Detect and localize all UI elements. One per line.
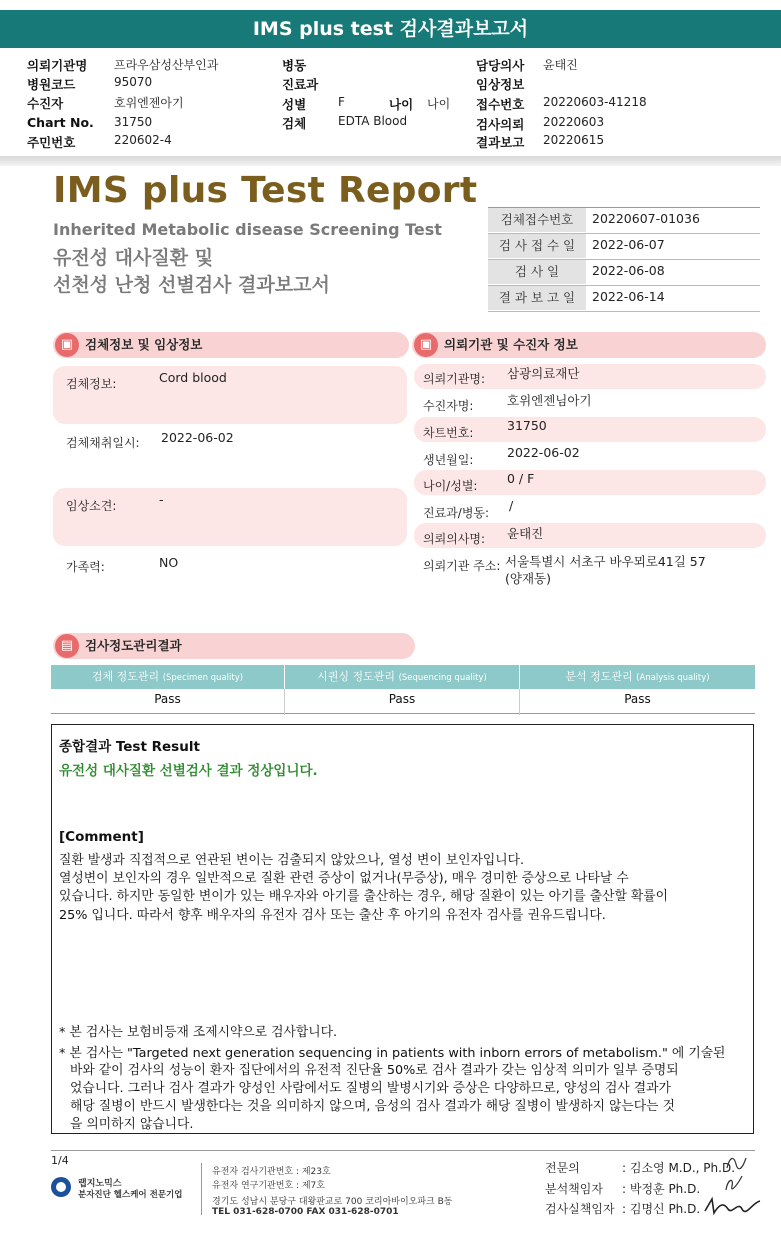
note-line: 바와 같이 검사의 성능이 환자 집단에서의 유전적 진단율 50%로 검사 결과가 갖는 임상적 의미가 일부 증명되	[70, 1063, 679, 1078]
note-line: 해당 질병이 반드시 발생한다는 것을 의미하지 않으며, 음성의 검사 결과가 해당 질병이 발생하지 않는다는 것	[70, 1099, 675, 1114]
clipboard-icon: ▤	[55, 634, 79, 658]
hospital-code-value: 95070	[114, 75, 153, 89]
report-info-table	[488, 207, 760, 312]
collect-date-value: 2022-06-02	[161, 430, 234, 445]
report-title-ko-2: 선천성 난청 선별검사 결과보고서	[53, 274, 330, 296]
company-logo-icon-inner	[56, 1182, 66, 1192]
doctor-label: 담당의사	[476, 58, 525, 73]
company-phone: TEL 031-628-0700 FAX 031-628-0701	[212, 1207, 399, 1217]
qc-divider	[284, 689, 285, 715]
age-label: 나이	[389, 97, 414, 112]
lock-icon: ▣	[414, 333, 438, 357]
report-subtitle-en: Inherited Metabolic disease Screening Test	[53, 220, 442, 239]
patient-row-value: 호위엔젠님아기	[507, 393, 592, 408]
signer-name: : 김소영 M.D., Ph.D.	[622, 1161, 736, 1175]
chart-no-value: 31750	[114, 115, 153, 129]
sex-value: F	[338, 95, 345, 109]
signer-role: 전문의	[545, 1161, 580, 1175]
qc-value-sequencing: Pass	[285, 689, 519, 714]
patient-row-label: 생년월일:	[423, 453, 474, 467]
footer-vertical-divider	[201, 1163, 202, 1215]
address-line-1: 서울특별시 서초구 바우뫼로41길 57	[505, 554, 706, 569]
family-history-value: NO	[159, 555, 179, 570]
hospital-label: 의뢰기관명	[27, 58, 88, 73]
department-label: 진료과	[282, 77, 319, 92]
info-label: 검 사 일	[488, 260, 586, 284]
resident-no-value: 220602-4	[114, 133, 172, 147]
registration-2: 유전자 연구기관번호 : 제7호	[212, 1181, 325, 1191]
company-address: 경기도 성남시 분당구 대왕판교로 700 코리아바이오파크 B동	[212, 1197, 453, 1207]
info-label: 결 과 보 고 일	[488, 286, 586, 310]
specimen-value: EDTA Blood	[338, 114, 408, 128]
clinical-info-label: 임상정보	[476, 77, 525, 92]
request-date-label: 검사의뢰	[476, 117, 525, 132]
result-summary: 유전성 대사질환 선별검사 결과 정상입니다.	[59, 763, 318, 779]
patient-row-label: 의뢰의사명:	[423, 532, 486, 546]
info-row	[488, 260, 760, 286]
comment-title: [Comment]	[59, 829, 144, 845]
patient-row-label: 의뢰기관명:	[423, 372, 486, 386]
info-label: 검 사 접 수 일	[488, 234, 586, 258]
patient-value: 호위엔젠아기	[114, 96, 184, 110]
qc-header-ko: 시퀀싱 정도관리	[317, 670, 396, 683]
patient-row-label: 수진자명:	[423, 399, 474, 413]
comment-line: 열성변이 보인자의 경우 일반적으로 질환 관련 증상이 없거나(무증상), 매우 경미한 증상으로 나타날 수	[59, 871, 629, 886]
qc-header-en: (Specimen quality)	[162, 673, 244, 683]
specimen-label: 검체	[282, 116, 307, 131]
note-line: 을 의미하지 않습니다.	[70, 1117, 194, 1132]
signer-role: 검사실책임자	[545, 1202, 615, 1216]
qc-header-en: (Analysis quality)	[636, 673, 710, 683]
qc-value-analysis: Pass	[520, 689, 755, 714]
info-value: 2022-06-14	[592, 289, 665, 304]
patient-row-value: 윤태진	[507, 526, 544, 541]
patient-row-label: 진료과/병동:	[423, 506, 490, 520]
hospital-code-label: 병원코드	[27, 77, 76, 92]
company-logo-tagline: 분자진단 헬스케어 전문기업	[78, 1190, 183, 1200]
patient-row-value: /	[509, 498, 514, 513]
qc-section-header	[53, 633, 415, 659]
patient-row-value: 31750	[507, 418, 547, 433]
patient-row-value: 0 / F	[507, 471, 535, 486]
specimen-section-header	[53, 332, 409, 358]
qc-header-specimen	[51, 665, 284, 689]
info-value: 2022-06-07	[592, 237, 665, 252]
sex-label: 성별	[282, 97, 307, 112]
qc-section-title: 검사정도관리결과	[85, 638, 182, 653]
comment-line: 있습니다. 하지만 동일한 변이가 있는 배우자와 아기를 출산하는 경우, 해당 질환이 있는 아기를 출산할 확률이	[59, 889, 669, 904]
specimen-info-value: Cord blood	[159, 370, 227, 385]
page-number: 1/4	[51, 1154, 69, 1167]
note-line: * 본 검사는 보험비등재 조제시약으로 검사합니다.	[59, 1025, 338, 1040]
qc-header-sequencing	[285, 665, 519, 689]
footer-divider	[51, 1150, 755, 1151]
patient-row-value: 삼광의료재단	[507, 366, 580, 381]
patient-row-label: 차트번호:	[423, 426, 474, 440]
specimen-info-label: 검체정보:	[66, 377, 117, 391]
report-title-en: IMS plus Test Report	[53, 170, 478, 211]
signer-name: : 박정훈 Ph.D.	[622, 1182, 701, 1196]
ward-label: 병동	[282, 58, 307, 73]
comment-line: 25% 입니다. 따라서 향후 배우자의 유전자 검사 또는 출산 후 아기의 유전자 검사를 권유드립니다.	[59, 908, 606, 923]
signer-role: 분석책임자	[545, 1182, 603, 1196]
header-info-grid	[0, 56, 781, 152]
info-row	[488, 208, 760, 234]
comment-line: 질환 발생과 직접적으로 연관된 변이는 검출되지 않았으나, 열성 변이 보인자입니다.	[59, 853, 525, 868]
age-value: 나이	[427, 97, 451, 111]
clinical-value: -	[159, 492, 164, 507]
signature-1-image	[724, 1152, 752, 1174]
header-divider-shadow	[0, 156, 781, 166]
info-value: 2022-06-08	[592, 263, 665, 278]
patient-row-label: 나이/성별:	[423, 479, 478, 493]
note-line: 었습니다. 그러나 검사 결과가 양성인 사람에서도 질병의 발병시기와 증상은 다양하므로, 양성의 검사 결과가	[70, 1081, 671, 1096]
report-title-ko-1: 유전성 대사질환 및	[53, 247, 214, 269]
address-label: 의뢰기관 주소:	[423, 559, 501, 573]
qc-header-ko: 검체 정도관리	[91, 670, 160, 683]
lock-icon: ▣	[55, 333, 79, 357]
family-history-label: 가족력:	[66, 560, 105, 574]
clinical-label: 임상소견:	[66, 499, 117, 513]
info-value: 20220607-01036	[592, 211, 700, 226]
qc-header-analysis	[520, 665, 755, 689]
signature-2-image	[722, 1172, 746, 1194]
doctor-value: 윤태진	[543, 58, 578, 72]
patient-row-value: 2022-06-02	[507, 445, 580, 460]
patient-section-header	[412, 332, 766, 358]
test-result-box	[51, 724, 754, 1134]
patient-label: 수진자	[27, 96, 64, 111]
receipt-no-value: 20220603-41218	[543, 95, 647, 109]
patient-section-title: 의뢰기관 및 수진자 정보	[444, 337, 578, 352]
report-date-value: 20220615	[543, 133, 605, 147]
signer-name: : 김명신 Ph.D.	[622, 1202, 701, 1216]
receipt-no-label: 접수번호	[476, 97, 525, 112]
registration-1: 유전자 검사기관번호 : 제23호	[212, 1167, 331, 1177]
note-line: * 본 검사는 "Targeted next generation sequencing in patients with inborn errors of metabolism." 에 기술된	[59, 1046, 726, 1061]
qc-header-en: (Sequencing quality)	[398, 673, 487, 683]
result-title: 종합결과 Test Result	[59, 739, 200, 755]
specimen-section-title: 검체정보 및 임상정보	[85, 337, 203, 352]
chart-no-label: Chart No.	[27, 115, 94, 130]
qc-divider	[519, 689, 520, 715]
signature-3-image	[702, 1193, 764, 1219]
report-header-title: IMS plus test 검사결과보고서	[0, 10, 781, 48]
info-row	[488, 234, 760, 260]
collect-date-label: 검체채취일시:	[66, 436, 140, 450]
hospital-value: 프라우삼성산부인과	[114, 58, 219, 72]
info-row	[488, 286, 760, 312]
resident-no-label: 주민번호	[27, 135, 76, 150]
company-logo-name: 랩지노믹스	[78, 1179, 122, 1189]
info-label: 검체접수번호	[488, 208, 586, 232]
request-date-value: 20220603	[543, 115, 605, 129]
report-date-label: 결과보고	[476, 135, 525, 150]
qc-header-ko: 분석 정도관리	[565, 670, 633, 683]
qc-value-specimen: Pass	[51, 689, 284, 714]
address-line-2: (양재동)	[505, 571, 551, 586]
